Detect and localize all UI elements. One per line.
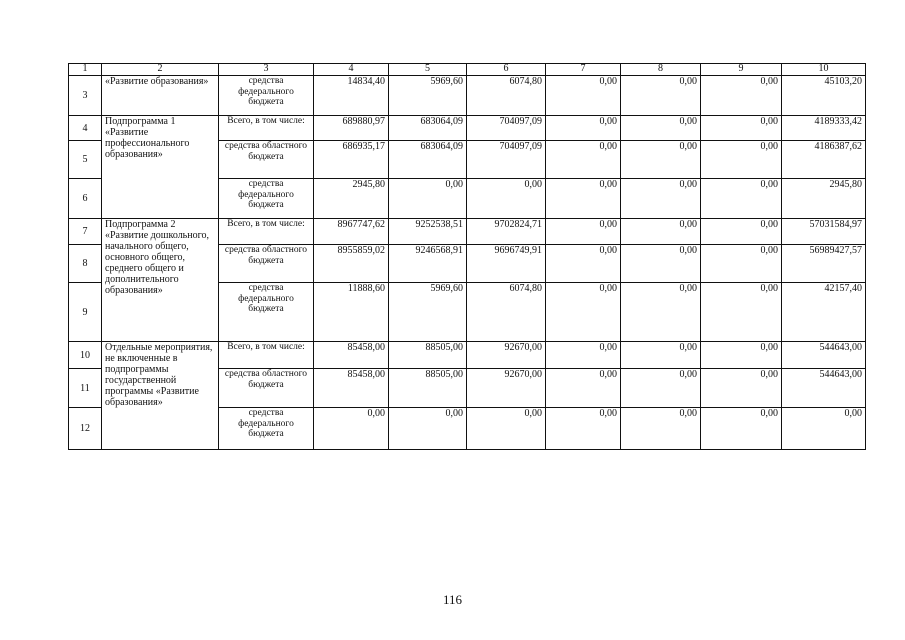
row-number: 6 — [69, 179, 102, 219]
value-cell: 56989427,57 — [782, 245, 866, 283]
value-cell: 11888,60 — [314, 283, 389, 342]
header-cell: 6 — [467, 64, 546, 76]
value-cell: 544643,00 — [782, 369, 866, 408]
value-cell: 0,00 — [546, 219, 621, 245]
value-cell: 0,00 — [621, 141, 701, 179]
funding-source: средства федерального бюджета — [219, 408, 314, 450]
value-cell: 0,00 — [701, 408, 782, 450]
value-cell: 6074,80 — [467, 283, 546, 342]
value-cell: 0,00 — [701, 179, 782, 219]
value-cell: 0,00 — [621, 219, 701, 245]
value-cell: 0,00 — [546, 408, 621, 450]
value-cell: 88505,00 — [389, 369, 467, 408]
value-cell: 92670,00 — [467, 369, 546, 408]
value-cell: 0,00 — [546, 76, 621, 116]
header-row — [69, 64, 866, 76]
program-name: Подпрограмма 2 «Развитие дошкольного, начального общего, основного общего, среднего общего и дополнительного образования» — [102, 219, 219, 342]
value-cell: 686935,17 — [314, 141, 389, 179]
value-cell: 0,00 — [314, 408, 389, 450]
table-row — [69, 116, 866, 141]
value-cell: 85458,00 — [314, 369, 389, 408]
value-cell: 0,00 — [621, 283, 701, 342]
value-cell: 704097,09 — [467, 116, 546, 141]
program-name: Отдельные мероприятия, не включенные в подпрограммы государственной программы «Развитие образования» — [102, 342, 219, 450]
value-cell: 9252538,51 — [389, 219, 467, 245]
program-name: Подпрограмма 1 «Развитие профессионального образования» — [102, 116, 219, 219]
funding-source: средства федерального бюджета — [219, 283, 314, 342]
value-cell: 0,00 — [621, 76, 701, 116]
value-cell: 0,00 — [546, 179, 621, 219]
value-cell: 0,00 — [701, 76, 782, 116]
value-cell: 8955859,02 — [314, 245, 389, 283]
value-cell: 0,00 — [546, 245, 621, 283]
header-cell: 3 — [219, 64, 314, 76]
value-cell: 0,00 — [621, 369, 701, 408]
header-cell: 8 — [621, 64, 701, 76]
funding-source: Всего, в том числе: — [219, 116, 314, 141]
funding-source: средства областного бюджета — [219, 141, 314, 179]
value-cell: 0,00 — [467, 179, 546, 219]
value-cell: 5969,60 — [389, 283, 467, 342]
table-row — [69, 342, 866, 369]
value-cell: 0,00 — [546, 369, 621, 408]
value-cell: 42157,40 — [782, 283, 866, 342]
funding-source: Всего, в том числе: — [219, 342, 314, 369]
header-cell: 2 — [102, 64, 219, 76]
row-number: 7 — [69, 219, 102, 245]
value-cell: 0,00 — [621, 179, 701, 219]
value-cell: 4189333,42 — [782, 116, 866, 141]
value-cell: 0,00 — [389, 408, 467, 450]
value-cell: 0,00 — [701, 141, 782, 179]
value-cell: 0,00 — [701, 245, 782, 283]
row-number: 8 — [69, 245, 102, 283]
value-cell: 0,00 — [467, 408, 546, 450]
row-number: 11 — [69, 369, 102, 408]
value-cell: 0,00 — [621, 342, 701, 369]
value-cell: 0,00 — [701, 116, 782, 141]
value-cell: 88505,00 — [389, 342, 467, 369]
value-cell: 4186387,62 — [782, 141, 866, 179]
value-cell: 0,00 — [701, 369, 782, 408]
header-cell: 5 — [389, 64, 467, 76]
value-cell: 0,00 — [621, 408, 701, 450]
row-number: 3 — [69, 76, 102, 116]
value-cell: 2945,80 — [314, 179, 389, 219]
value-cell: 9696749,91 — [467, 245, 546, 283]
table-row — [69, 219, 866, 245]
value-cell: 0,00 — [621, 245, 701, 283]
funding-source: средства областного бюджета — [219, 369, 314, 408]
row-number: 4 — [69, 116, 102, 141]
page-number: 116 — [442, 592, 463, 607]
value-cell: 6074,80 — [467, 76, 546, 116]
value-cell: 683064,09 — [389, 141, 467, 179]
funding-source: Всего, в том числе: — [219, 219, 314, 245]
table-row — [69, 76, 866, 116]
value-cell: 0,00 — [782, 408, 866, 450]
value-cell: 5969,60 — [389, 76, 467, 116]
value-cell: 0,00 — [389, 179, 467, 219]
value-cell: 2945,80 — [782, 179, 866, 219]
value-cell: 0,00 — [701, 342, 782, 369]
value-cell: 45103,20 — [782, 76, 866, 116]
budget-table — [68, 63, 866, 450]
funding-source: средства областного бюджета — [219, 245, 314, 283]
value-cell: 14834,40 — [314, 76, 389, 116]
header-cell: 4 — [314, 64, 389, 76]
row-number: 10 — [69, 342, 102, 369]
value-cell: 9246568,91 — [389, 245, 467, 283]
header-cell: 9 — [701, 64, 782, 76]
value-cell: 0,00 — [546, 141, 621, 179]
funding-source: средства федерального бюджета — [219, 179, 314, 219]
value-cell: 57031584,97 — [782, 219, 866, 245]
value-cell: 0,00 — [546, 342, 621, 369]
funding-source: средства федерального бюджета — [219, 76, 314, 116]
value-cell: 0,00 — [621, 116, 701, 141]
row-number: 5 — [69, 141, 102, 179]
value-cell: 544643,00 — [782, 342, 866, 369]
value-cell: 689880,97 — [314, 116, 389, 141]
row-number: 12 — [69, 408, 102, 450]
value-cell: 683064,09 — [389, 116, 467, 141]
value-cell: 704097,09 — [467, 141, 546, 179]
row-number: 9 — [69, 283, 102, 342]
value-cell: 0,00 — [546, 283, 621, 342]
value-cell: 92670,00 — [467, 342, 546, 369]
value-cell: 0,00 — [701, 219, 782, 245]
value-cell: 85458,00 — [314, 342, 389, 369]
header-cell: 7 — [546, 64, 621, 76]
value-cell: 9702824,71 — [467, 219, 546, 245]
value-cell: 0,00 — [701, 283, 782, 342]
value-cell: 8967747,62 — [314, 219, 389, 245]
header-cell: 1 — [69, 64, 102, 76]
header-cell: 10 — [782, 64, 866, 76]
program-name: «Развитие образования» — [102, 76, 219, 116]
value-cell: 0,00 — [546, 116, 621, 141]
